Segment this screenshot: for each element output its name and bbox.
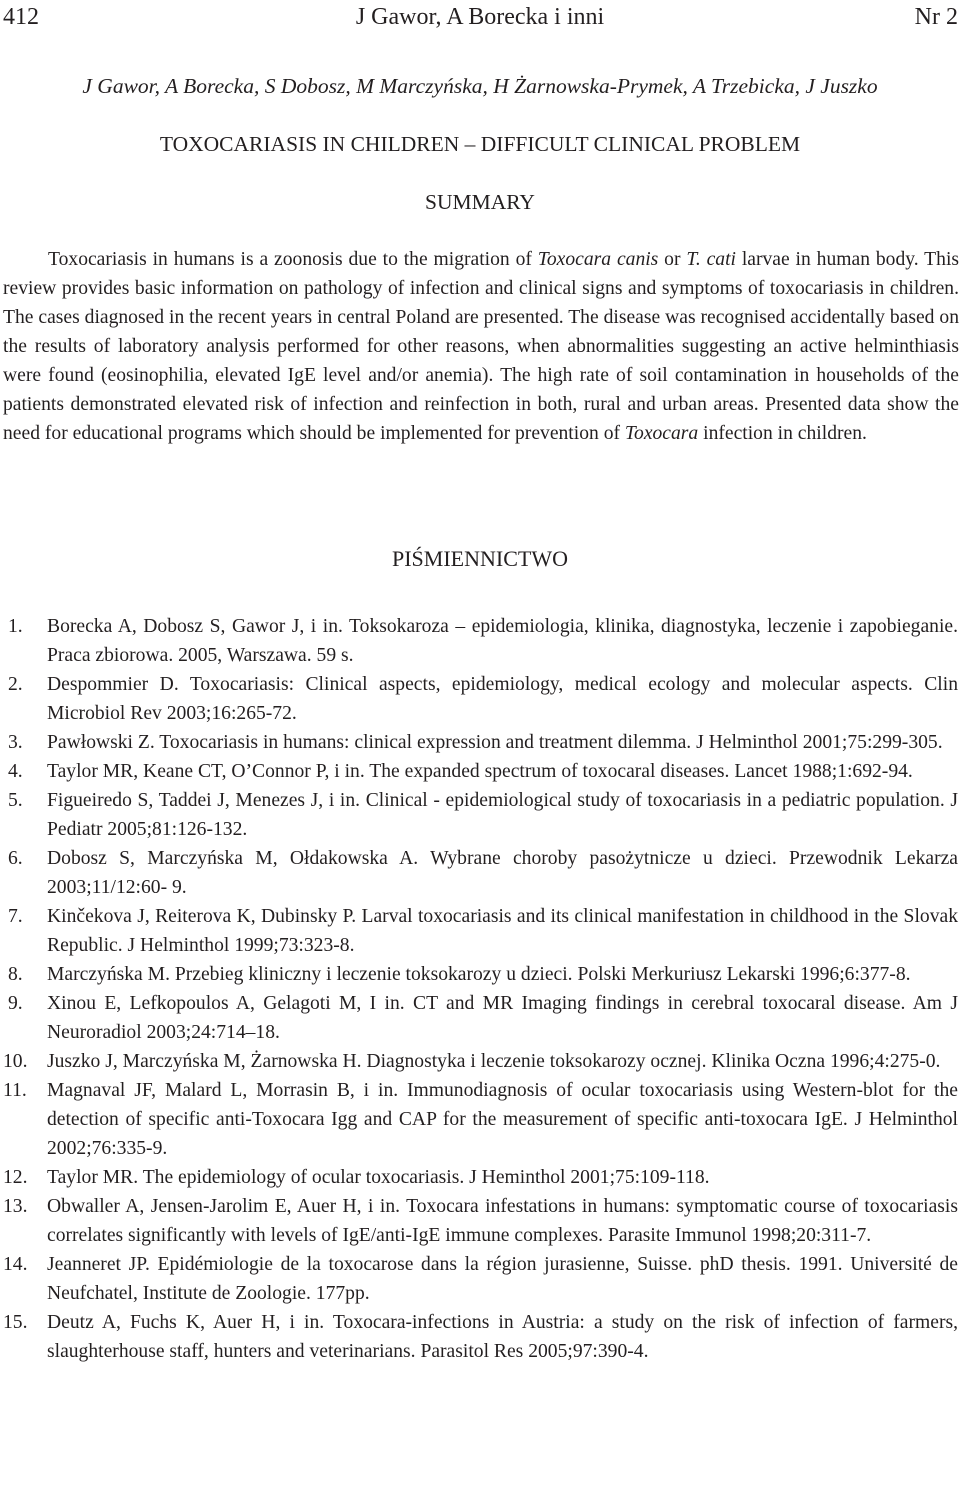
reference-number: 8. xyxy=(8,964,23,985)
summary-part: or xyxy=(658,249,687,270)
reference-number: 3. xyxy=(8,732,23,753)
reference-text: Magnaval JF, Malard L, Morrasin B, i in. Immunodiagnosis of ocular toxocariasis using Western-blot for the detection of specific anti-Toxocara Igg and CAP for the measurement of specific anti-toxocara IgE. J Helminthol 2002;76:335-9. xyxy=(47,1080,958,1159)
summary-part: larvae in human body. This review provides basic information on pathology of infection and clinical signs and symptoms of toxocariasis in children. The cases diagnosed in the recent years in central Poland are presented. The disease was recognised accidentally based on the results of laboratory analysis performed for other reasons, when abnormalities suggesting an active helminthiasis were found (eosinophilia, elevated IgE level and/or anemia). The high rate of soil contamination in households of the patients demonstrated elevated risk of infection and reinfection in both, rural and urban areas. Presented data show the need for educational programs which should be implemented for prevention of xyxy=(3,249,960,444)
reference-item xyxy=(0,786,958,844)
reference-text: Taylor MR. The epidemiology of ocular toxocariasis. J Heminthol 2001;75:109-118. xyxy=(47,1167,710,1188)
reference-number: 1. xyxy=(8,616,23,637)
reference-number: 14. xyxy=(3,1254,28,1275)
reference-item xyxy=(0,1076,958,1163)
reference-text: Taylor MR, Keane CT, O’Connor P, i in. The expanded spectrum of toxocaral diseases. Lancet 1988;1:692-94. xyxy=(47,761,913,782)
reference-text: Figueiredo S, Taddei J, Menezes J, i in. Clinical - epidemiological study of toxocariasis in a pediatric population. J Pediatr 2005;81:126-132. xyxy=(47,790,958,840)
reference-number: 15. xyxy=(3,1312,28,1333)
reference-number: 4. xyxy=(8,761,23,782)
page-number: 412 xyxy=(3,4,39,30)
running-header xyxy=(0,2,960,32)
summary-text xyxy=(3,245,959,448)
reference-item xyxy=(0,989,958,1047)
running-title: J Gawor, A Borecka i inni xyxy=(355,4,605,30)
reference-number: 2. xyxy=(8,674,23,695)
reference-number: 7. xyxy=(8,906,23,927)
reference-text: Pawłowski Z. Toxocariasis in humans: clinical expression and treatment dilemma. J Helminthol 2001;75:299-305. xyxy=(47,732,943,753)
summary-heading: SUMMARY xyxy=(425,190,535,214)
reference-item xyxy=(0,844,958,902)
reference-item xyxy=(0,902,958,960)
summary-part: Toxocariasis in humans is a zoonosis due to the migration of xyxy=(48,249,538,270)
reference-item xyxy=(0,728,958,757)
reference-number: 10. xyxy=(3,1051,28,1072)
reference-item xyxy=(0,1250,958,1308)
reference-text: Xinou E, Lefkopoulos A, Gelagoti M, I in. CT and MR Imaging findings in cerebral toxocaral disease. Am J Neuroradiol 2003;24:714–18. xyxy=(47,993,958,1043)
reference-number: 6. xyxy=(8,848,23,869)
reference-item xyxy=(0,1047,958,1076)
reference-item xyxy=(0,612,958,670)
reference-text: Kinčekova J, Reiterova K, Dubinsky P. Larval toxocariasis and its clinical manifestation in childhood in the Slovak Republic. J Helminthol 1999;73:323-8. xyxy=(47,906,958,956)
issue-number: Nr 2 xyxy=(914,4,958,30)
reference-number: 12. xyxy=(3,1167,28,1188)
reference-text: Obwaller A, Jensen-Jarolim E, Auer H, i in. Toxocara infestations in humans: symptomatic course of toxocariasis correlates significantly with levels of IgE/anti-IgE immune complexes. Parasite Immunol 1998;20:311-7. xyxy=(47,1196,958,1246)
summary-part: infection in children. xyxy=(698,423,867,444)
reference-item xyxy=(0,670,958,728)
reference-text: Marczyńska M. Przebieg kliniczny i leczenie toksokarozy u dzieci. Polski Merkuriusz Lekarski 1996;6:377-8. xyxy=(47,964,911,985)
reference-text: Juszko J, Marczyńska M, Żarnowska H. Diagnostyka i leczenie toksokarozy ocznej. Klinika Oczna 1996;4:275-0. xyxy=(47,1051,941,1072)
reference-item xyxy=(0,1308,958,1366)
references-heading: PIŚMIENNICTWO xyxy=(392,546,568,571)
reference-list xyxy=(0,612,958,1366)
reference-item xyxy=(0,1163,958,1192)
reference-text: Despommier D. Toxocariasis: Clinical aspects, epidemiology, medical ecology and molecular aspects. Clin Microbiol Rev 2003;16:265-72. xyxy=(47,674,958,724)
reference-text: Jeanneret JP. Epidémiologie de la toxocarose dans la région jurasienne, Suisse. phD thesis. 1991. Université de Neufchatel, Institute de Zoologie. 177pp. xyxy=(47,1254,958,1304)
reference-number: 13. xyxy=(3,1196,28,1217)
reference-text: Deutz A, Fuchs K, Auer H, i in. Toxocara-infections in Austria: a study on the risk of infection of farmers, slaughterhouse staff, hunters and veterinarians. Parasitol Res 2005;97:390-4. xyxy=(47,1312,958,1362)
reference-text: Borecka A, Dobosz S, Gawor J, i in. Toksokaroza – epidemiologia, klinika, diagnostyka, leczenie i zapobieganie. Praca zbiorowa. 2005, Warszawa. 59 s. xyxy=(47,616,958,666)
reference-item xyxy=(0,960,958,989)
summary-species-term: Toxocara canis xyxy=(537,249,659,270)
reference-number: 9. xyxy=(8,993,23,1014)
author-list: J Gawor, A Borecka, S Dobosz, M Marczyńska, H Żarnowska-Prymek, A Trzebicka, J Juszko xyxy=(82,74,878,98)
reference-text: Dobosz S, Marczyńska M, Ołdakowska A. Wybrane choroby pasożytnicze u dzieci. Przewodnik Lekarza 2003;11/12:60- 9. xyxy=(47,848,958,898)
reference-item xyxy=(0,757,958,786)
summary-species-term: Toxocara xyxy=(624,423,699,444)
article-title: TOXOCARIASIS IN CHILDREN – DIFFICULT CLINICAL PROBLEM xyxy=(159,132,801,156)
reference-number: 11. xyxy=(3,1080,27,1101)
summary-species-term: T. cati xyxy=(686,249,736,270)
reference-number: 5. xyxy=(8,790,23,811)
reference-item xyxy=(0,1192,958,1250)
